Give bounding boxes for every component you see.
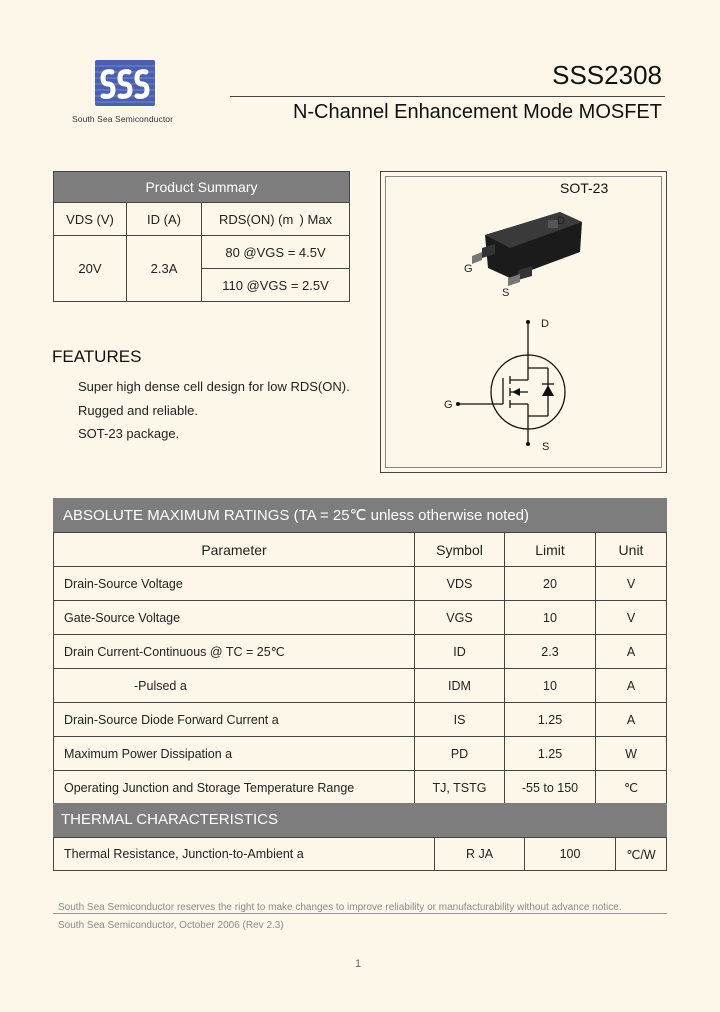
limit-cell: -55 to 150	[505, 771, 596, 805]
pkg-pin-g: G	[464, 263, 473, 275]
thermal-table	[53, 837, 667, 871]
package-name: SOT-23	[560, 180, 609, 196]
col-vds: VDS (V)	[54, 203, 127, 236]
footer-divider	[53, 913, 667, 914]
param-cell: Gate-Source Voltage	[54, 601, 415, 635]
company-name: South Sea Semiconductor	[72, 114, 174, 124]
unit-cell: A	[596, 703, 667, 737]
rds-value-2: 110 @VGS = 2.5V	[202, 269, 350, 302]
feature-item: Super high dense cell design for low RDS(ON).	[78, 379, 350, 394]
symbol-cell: R JA	[435, 838, 525, 871]
ratings-table	[53, 532, 667, 805]
limit-cell: 10	[505, 669, 596, 703]
title-divider	[230, 96, 665, 97]
param-cell: -Pulsed a	[54, 669, 415, 703]
mosfet-symbol	[440, 312, 580, 457]
param-cell: Operating Junction and Storage Temperature Range	[54, 771, 415, 805]
symbol-cell: VGS	[415, 601, 505, 635]
table-row	[54, 601, 667, 635]
symbol-cell: IDM	[415, 669, 505, 703]
table-row	[54, 635, 667, 669]
feature-item: SOT-23 package.	[78, 426, 180, 441]
limit-cell: 10	[505, 601, 596, 635]
features-title: FEATURES	[52, 347, 142, 366]
col-symbol: Symbol	[415, 533, 505, 567]
page-number: 1	[355, 958, 362, 970]
unit-cell: A	[596, 669, 667, 703]
param-cell: Maximum Power Dissipation a	[54, 737, 415, 771]
sym-pin-d: D	[541, 318, 549, 330]
table-row	[54, 737, 667, 771]
company-logo	[95, 60, 155, 106]
param-cell: Drain-Source Voltage	[54, 567, 415, 601]
rds-value-1: 80 @VGS = 4.5V	[202, 236, 350, 269]
sym-pin-g: G	[444, 399, 453, 411]
symbol-cell: ID	[415, 635, 505, 669]
limit-cell: 2.3	[505, 635, 596, 669]
product-summary-title: Product Summary	[54, 172, 350, 203]
col-unit: Unit	[596, 533, 667, 567]
sot23-body	[472, 212, 582, 286]
footer-disclaimer: South Sea Semiconductor reserves the right to make changes to improve reliability or manufacturability without advance notice.	[58, 902, 622, 913]
param-cell: Drain-Source Diode Forward Current a	[54, 703, 415, 737]
ratings-title: ABSOLUTE MAXIMUM RATINGS (TA = 25℃ unless otherwise noted)	[53, 498, 667, 532]
symbol-cell: PD	[415, 737, 505, 771]
unit-cell: ℃/W	[616, 838, 667, 871]
sot23-package-drawing	[440, 200, 640, 300]
unit-cell: A	[596, 635, 667, 669]
col-parameter: Parameter	[54, 533, 415, 567]
unit-cell: V	[596, 567, 667, 601]
param-cell: Thermal Resistance, Junction-to-Ambient a	[54, 838, 435, 871]
value-cell: 100	[525, 838, 616, 871]
pkg-pin-d: D	[557, 215, 565, 227]
unit-cell: W	[596, 737, 667, 771]
limit-cell: 1.25	[505, 737, 596, 771]
footer-revision: South Sea Semiconductor, October 2006 (Rev 2.3)	[58, 920, 284, 931]
id-value: 2.3A	[127, 236, 202, 302]
col-id: ID (A)	[127, 203, 202, 236]
unit-cell: ℃	[596, 771, 667, 805]
symbol-cell: TJ, TSTG	[415, 771, 505, 805]
limit-cell: 20	[505, 567, 596, 601]
symbol-cell: IS	[415, 703, 505, 737]
thermal-title: THERMAL CHARACTERISTICS	[53, 803, 667, 837]
table-row	[54, 703, 667, 737]
col-limit: Limit	[505, 533, 596, 567]
feature-item: Rugged and reliable.	[78, 403, 198, 418]
table-row	[54, 567, 667, 601]
symbol-cell: VDS	[415, 567, 505, 601]
pkg-pin-s: S	[502, 287, 510, 299]
vds-value: 20V	[54, 236, 127, 302]
table-row	[54, 669, 667, 703]
unit-cell: V	[596, 601, 667, 635]
param-cell: Drain Current-Continuous @ TC = 25℃	[54, 635, 415, 669]
product-summary-table	[53, 171, 350, 302]
limit-cell: 1.25	[505, 703, 596, 737]
table-row	[54, 838, 667, 871]
col-rds: RDS(ON) (m ) Max	[202, 203, 350, 236]
sym-pin-s: S	[542, 441, 550, 453]
part-number: SSS2308	[552, 60, 662, 90]
table-row	[54, 771, 667, 805]
document-subtitle: N-Channel Enhancement Mode MOSFET	[292, 101, 662, 123]
